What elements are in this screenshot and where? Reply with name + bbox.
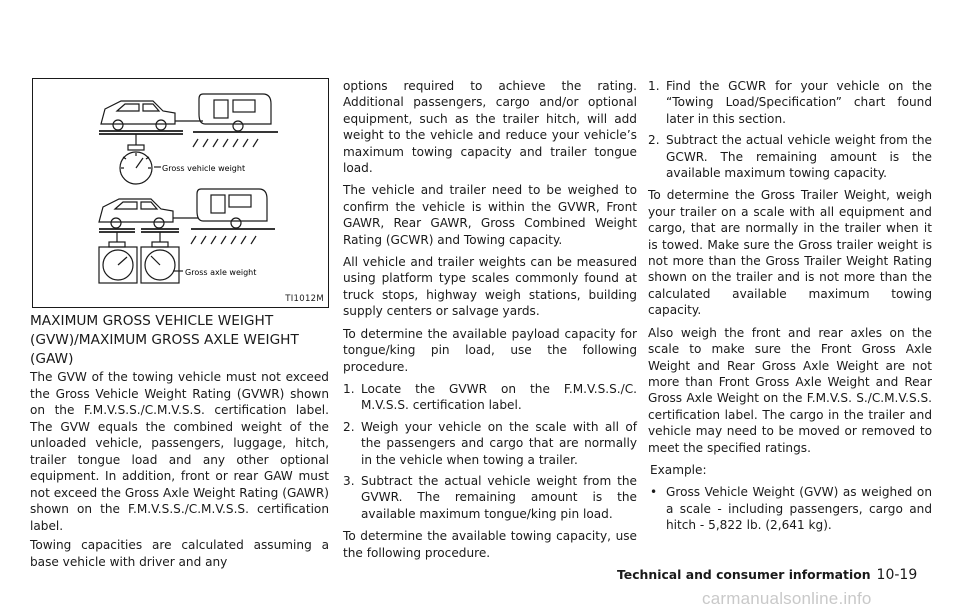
page-footer [617, 567, 917, 583]
list-item: 2. Subtract the actual vehicle weight from the GCWR. The remaining amount is the available maximum towing capacity. [648, 133, 932, 181]
caption-gross-vehicle-weight: Gross vehicle weight [162, 164, 246, 173]
scale-gauge-top [120, 152, 152, 184]
page-number: 10-19 [876, 567, 918, 583]
paragraph: To determine the Gross Trailer Weight, weigh your trailer on a scale with all equipment and cargo, that are normally in the trailer when it is towed. Make sure the Gross trailer weight is not more than the Gross Trailer Weight Rating shown on the trailer and is not more than the calculated available maximum towing capacity. [648, 188, 932, 318]
bullet-icon: • [650, 485, 658, 500]
payload-steps-list [343, 381, 637, 522]
car-icon-top [101, 101, 175, 130]
example-label: Example: [650, 462, 707, 477]
scale-gauge-rear [141, 247, 179, 283]
figure-id: TI1012M [285, 294, 324, 304]
watermark: carmanualsonline.info [702, 589, 872, 608]
trailer-icon-bottom [197, 189, 267, 228]
paragraph: The vehicle and trailer need to be weighed to confirm the vehicle is within the GVWR, Front GAWR, Rear GAWR, Gross Combined Weight Rating (GCWR) and Towing capacity. [343, 183, 637, 247]
paragraph: options required to achieve the rating. Additional passengers, cargo and/or optional equipment, such as the trailer hitch, will add weight to the vehicle and reduce your vehicle’s maximum towing capacity and trailer tongue load. [343, 79, 637, 176]
car-icon-bottom [99, 199, 173, 228]
list-item: 3. Subtract the actual vehicle weight from the GVWR. The remaining amount is the available maximum tongue/king pin load. [343, 473, 637, 521]
list-item: 1. Locate the GVWR on the F.M.V.S.S./C. M.V.S.S. certification label. [343, 381, 637, 413]
example-bullets [648, 484, 932, 533]
paragraph: The GVW of the towing vehicle must not exceed the Gross Vehicle Weight Rating (GVWR) shown on the F.M.V.S.S./C.M.V.S.S. certification label. The GVW equals the combined weight of the unloaded vehicle, passengers, luggage, hitch, trailer tongue load and any other optional equipment. In addition, front or rear GAW must not exceed the Gross Axle Weight Rating (GAWR) shown on the F.M.V.S.S./C.M.V.S.S. certification label. [30, 370, 329, 533]
scale-gauge-front [99, 247, 137, 283]
trailer-icon-top [199, 94, 271, 131]
list-item: 2. Weigh your vehicle on the scale with all of the passengers and cargo that are normally in the vehicle when towing a trailer. [343, 419, 637, 467]
weight-diagram-figure [32, 78, 329, 308]
caption-gross-axle-weight: Gross axle weight [185, 268, 257, 277]
paragraph: Also weigh the front and rear axles on the scale to make sure the Front Gross Axle Weight and Rear Gross Axle Weight are not more than Front Gross Axle Weight and Rear Gross Axle Weight on the F.M.V.S. S./C.M.V.S.S. certification label. The cargo in the trailer and vehicle may need to be moved or removed to meet the specified ratings. [648, 325, 932, 455]
list-item: 1. Find the GCWR for your vehicle on the “Towing Load/Specification” chart found later in this section. [648, 79, 932, 126]
paragraph: All vehicle and trailer weights can be measured using platform type scales commonly found at truck stops, highway weigh stations, building supply centers or salvage yards. [343, 255, 637, 319]
list-item: • Gross Vehicle Weight (GVW) as weighed on a scale - including passengers, cargo and hitch - 5,822 lb. (2,641 kg). [650, 485, 932, 533]
column-2 [343, 78, 637, 567]
weight-diagram [33, 79, 330, 309]
towing-steps-list [648, 78, 932, 181]
paragraph: To determine the available towing capacity, use the following procedure. [343, 529, 637, 560]
section-heading: MAXIMUM GROSS VEHICLE WEIGHT (GVW)/MAXIMUM GROSS AXLE WEIGHT (GAW) [30, 313, 299, 367]
paragraph: Towing capacities are calculated assuming a base vehicle with driver and any [30, 538, 329, 569]
footer-section-title: Technical and consumer information [617, 567, 871, 582]
column-3 [648, 78, 932, 534]
paragraph: To determine the available payload capacity for tongue/king pin load, use the following procedure. [343, 326, 637, 374]
column-1-body [30, 369, 329, 573]
